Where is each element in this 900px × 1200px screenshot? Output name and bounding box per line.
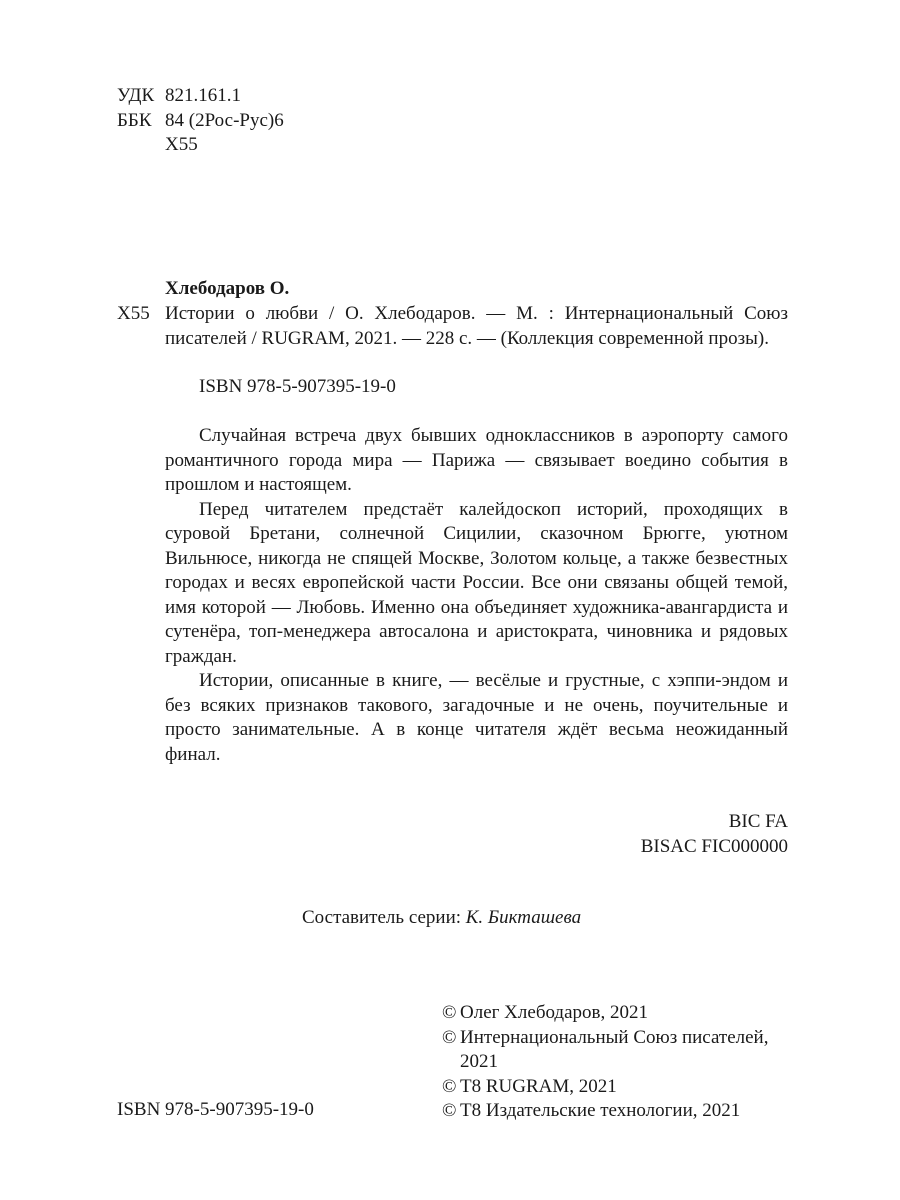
classification-block (117, 84, 284, 158)
bbk-label: ББК (117, 109, 152, 131)
copyright-symbol: © (442, 1002, 457, 1023)
udk-value: 821.161.1 (165, 85, 241, 106)
annotation-paragraph-1: Случайная встреча двух бывших одноклассников в аэропорту самого романтичного города мира — Парижа — связывает воедино события в прошлом и настоящем. (165, 425, 788, 495)
bisac-code: BISAC FIC000000 (640, 835, 788, 857)
copyright-text: Т8 RUGRAM, 2021 (460, 1075, 617, 1097)
annotation-paragraph-2: Перед читателем предстаёт калейдоскоп историй, проходящих в суровой Бретани, солнечной Сицилии, сказочном Брюгге, уютном Вильнюсе, никогда не спящей Москве, Золотом кольце, а также безвестных городах и весях европейской части России. Все они связаны общей темой, имя которой — Любовь. Именно она объединяет художника-авангардиста и сутенёра, топ-менеджера автосалона и аристократа, чиновника и рядовых граждан. (165, 498, 788, 667)
udk-label: УДК (117, 85, 155, 106)
series-label: Составитель серии: (302, 907, 462, 928)
copyright-symbol: © (442, 1075, 457, 1097)
copyright-text: Олег Хлебодаров, 2021 (460, 1002, 649, 1023)
entry-code: Х55 (117, 303, 150, 324)
author-mark-row (117, 133, 284, 158)
bbk-row (117, 109, 284, 134)
copyright-line (442, 1099, 792, 1124)
series-compiler (302, 906, 581, 931)
copyright-line (442, 1026, 792, 1075)
annotation (165, 424, 788, 767)
copyright-line (442, 1001, 792, 1026)
subject-codes (500, 810, 788, 859)
annotation-paragraph-3: Истории, описанные в книге, — весёлые и грустные, с хэппи-эндом и без всяких признаков такового, загадочные и не очень, поучительные и просто занимательные. А в конце читателя ждёт весьма неожиданный финал. (165, 670, 788, 765)
copyright-block (442, 1001, 792, 1124)
udk-row (117, 84, 284, 109)
copyright-line (442, 1075, 792, 1100)
entry-description: Истории о любви / О. Хлебодаров. — М. : Интернациональный Союз писателей / RUGRAM, 2021. — 228 с. — (Коллекция современной прозы). (165, 303, 788, 349)
isbn-bottom: ISBN 978-5-907395-19-0 (117, 1099, 314, 1120)
author-mark-value: Х55 (165, 134, 198, 155)
bbk-value: 84 (2Рос-Рус)6 (165, 109, 284, 131)
entry-author: Хлебодаров О. (165, 278, 290, 299)
copyright-text: Интернациональный Союз писателей, 2021 (460, 1026, 769, 1072)
copyright-text: Т8 Издательские технологии, 2021 (460, 1100, 741, 1121)
bic-code: BIC FA (728, 811, 788, 832)
copyright-symbol: © (442, 1100, 457, 1121)
entry-isbn: ISBN 978-5-907395-19-0 (199, 376, 396, 397)
copyright-symbol: © (442, 1026, 457, 1048)
series-name: К. Бикташева (465, 907, 582, 928)
author-mark-label (117, 133, 165, 158)
